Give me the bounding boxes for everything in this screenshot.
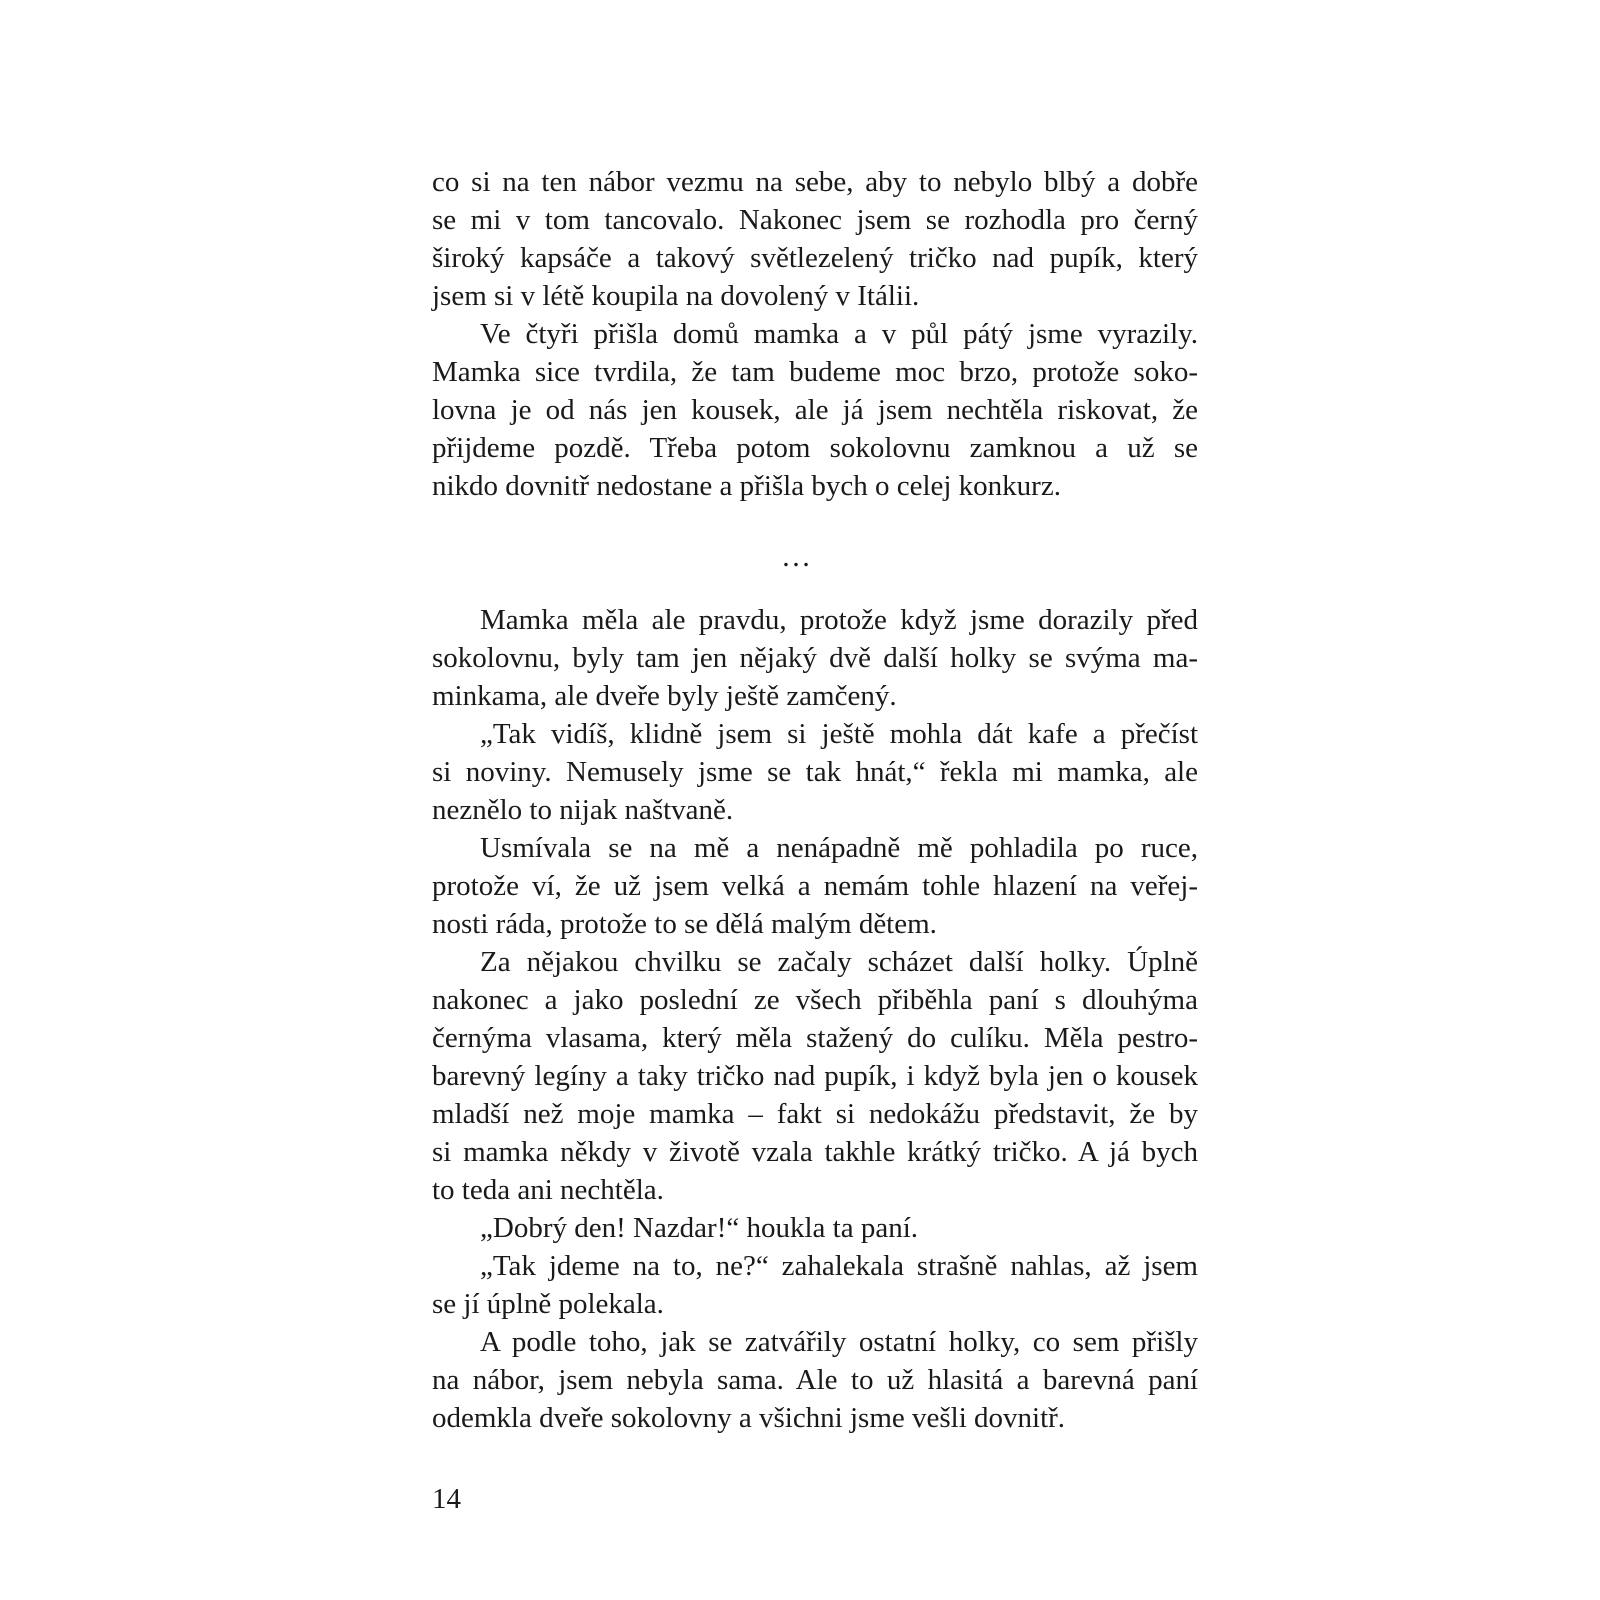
text-line: si mamka někdy v životě vzala takhle krátký tričko. A já bych: [432, 1136, 1198, 1168]
text-line: přijdeme pozdě. Třeba potom sokolovnu zamknou a už se: [432, 432, 1198, 464]
text-line: „Dobrý den! Nazdar!“ houkla ta paní.: [480, 1212, 919, 1244]
text-line: se mi v tom tancovalo. Nakonec jsem se rozhodla pro černý: [432, 204, 1198, 236]
text-line: Mamka sice tvrdila, že tam budeme moc brzo, protože soko-: [432, 356, 1198, 388]
text-line: Usmívala se na mě a nenápadně mě pohladila po ruce,: [480, 832, 1198, 864]
text-line: „Tak vidíš, klidně jsem si ještě mohla dát kafe a přečíst: [480, 718, 1198, 750]
text-line: jsem si v létě koupila na dovolený v Itálii.: [432, 280, 920, 312]
text-line: nikdo dovnitř nedostane a přišla bych o celej konkurz.: [432, 470, 1061, 502]
text-line: A podle toho, jak se zatvářily ostatní holky, co sem přišly: [480, 1326, 1198, 1358]
text-line: černýma vlasama, který měla stažený do culíku. Měla pestro-: [432, 1022, 1198, 1054]
text-line: minkama, ale dveře byly ještě zamčený.: [432, 680, 897, 712]
text-line: Za nějakou chvilku se začaly scházet další holky. Úplně: [480, 946, 1198, 978]
text-line: nosti ráda, protože to se dělá malým dětem.: [432, 908, 937, 940]
text-line: protože ví, že už jsem velká a nemám tohle hlazení na veřej-: [432, 870, 1198, 902]
text-line: na nábor, jsem nebyla sama. Ale to už hlasitá a barevná paní: [432, 1364, 1198, 1396]
text-line: mladší než moje mamka – fakt si nedokážu představit, že by: [432, 1098, 1198, 1130]
text-line: „Tak jdeme na to, ne?“ zahalekala strašně nahlas, až jsem: [480, 1250, 1198, 1282]
text-line: Ve čtyři přišla domů mamka a v půl pátý jsme vyrazily.: [480, 318, 1198, 350]
text-line: Mamka měla ale pravdu, protože když jsme dorazily před: [480, 604, 1198, 636]
text-line: lovna je od nás jen kousek, ale já jsem nechtěla riskovat, že: [432, 394, 1198, 426]
text-line: sokolovnu, byly tam jen nějaký dvě další holky se svýma ma-: [432, 642, 1198, 674]
page-number: 14: [432, 1483, 461, 1515]
text-line: si noviny. Nemusely jsme se tak hnát,“ řekla mi mamka, ale: [432, 756, 1198, 788]
text-section-1: [432, 163, 1198, 505]
text-line: odemkla dveře sokolovny a všichni jsme vešli dovnitř.: [432, 1402, 1066, 1434]
section-separator: …: [781, 540, 819, 573]
text-line: barevný legíny a taky tričko nad pupík, i když byla jen o kousek: [432, 1060, 1198, 1092]
text-line: nakonec a jako poslední ze všech přiběhla paní s dlouhýma: [432, 984, 1198, 1016]
text-line: to teda ani nechtěla.: [432, 1174, 664, 1206]
text-line: se jí úplně polekala.: [432, 1288, 664, 1320]
text-line: neznělo to nijak naštvaně.: [432, 794, 734, 826]
text-line: co si na ten nábor vezmu na sebe, aby to nebylo blbý a dobře: [432, 166, 1198, 198]
text-line: široký kapsáče a takový světlezelený tričko nad pupík, který: [432, 242, 1198, 274]
text-section-2: [432, 601, 1198, 1437]
